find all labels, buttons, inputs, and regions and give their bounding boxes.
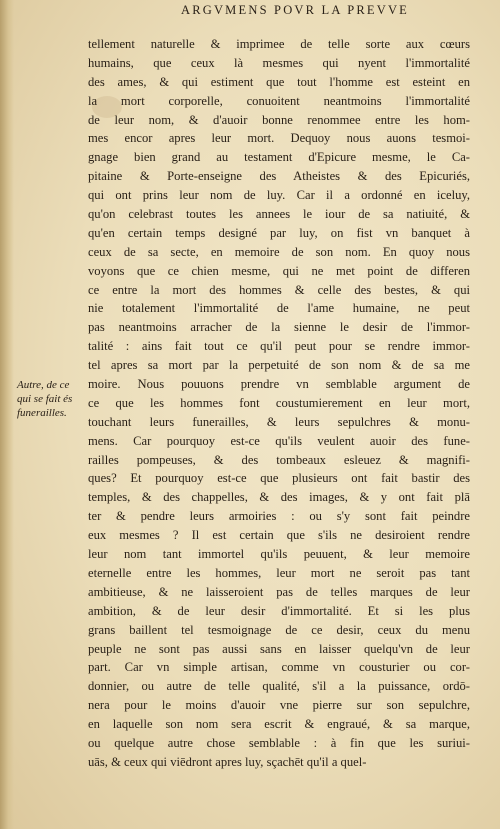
text-line: qui ont prins leur nom de luy. Car il a ordonné en iceluy,: [88, 188, 470, 203]
text-line: tellement naturelle & imprimee de telle sorte aux cœurs: [88, 37, 470, 51]
running-head: ARGVMENS POVR LA PREVVE: [180, 3, 410, 17]
text-line: voyons que ce chien mesme, qui ne met point de differen: [88, 263, 470, 278]
text-line: eternelle entre les hommes, leur mort ne seroit pas tant: [88, 565, 470, 580]
text-line: ter & pendre leurs armoiries : ou s'y sont fait peindre: [88, 509, 470, 524]
text-line: leur nom tant immortel qu'ils peuuent, & leur memoire: [88, 547, 470, 562]
text-line: tel apres sa mort par la perpetuité de son nom & de sa me: [88, 358, 470, 373]
marginal-note-line: funerailles.: [17, 407, 67, 419]
text-line: donnier, ou autre de telle qualité, s'il a la puissance, ordō-: [88, 679, 470, 694]
text-line: ambitieuse, & ne laisseroient pas de telles marques de leur: [88, 584, 470, 599]
page-gutter-shadow: [0, 0, 14, 829]
text-line: touchant leurs funerailles, & leurs sepulchres & monu-: [88, 414, 470, 429]
text-line: ce que les hommes font coustumierement en leur mort,: [88, 395, 470, 410]
text-line: eux mesmes ? Il est certain que s'ils ne desiroient rendre: [88, 528, 470, 543]
text-line: en laquelle son nom sera escrit & engraué, & sa marque,: [88, 717, 470, 732]
text-line: des ames, & qui estiment que tout l'homme est esteint en: [88, 74, 470, 89]
text-line: part. Car vn simple artisan, comme vn cousturier ou cor-: [88, 660, 470, 675]
text-line: moire. Nous pouuons prendre vn semblable argument de: [88, 377, 470, 392]
text-line: talité : ains fait tout ce qu'il peut pour se rendre immor-: [88, 339, 470, 354]
marginal-note-line: Autre, de ce: [17, 379, 70, 391]
text-line: pas neantmoins arracher de la sienne le desir de l'immor-: [88, 320, 470, 335]
body-text: [88, 35, 470, 772]
text-line: nie totalement l'immortalité de l'ame humaine, ne peut: [88, 301, 470, 316]
text-line: uās, & ceux qui viēdront apres luy, sçachēt qu'il a quel-: [88, 754, 367, 769]
text-line: ques? Et pourquoy est-ce que plusieurs ont fait bastir des: [88, 471, 470, 486]
text-line: nera pour le moins d'auoir vne pierre sur son sepulchre,: [88, 698, 470, 713]
text-line: ce entre la mort des hommes & celle des bestes, & qui: [88, 282, 470, 297]
marginal-note-line: qui se fait és: [17, 393, 73, 405]
text-line: ceux de sa secte, en memoire de son nom. En quoy nous: [88, 244, 470, 259]
text-line: railles pompeuses, & des tombeaux esleuez & magnifi-: [88, 452, 470, 467]
text-line: ambition, & de leur desir d'immortalité. Et si les plus: [88, 603, 470, 618]
text-line: ou quelque autre chose semblable : à fin que les suriui-: [88, 735, 470, 750]
text-line: mes encor apres leur mort. Dequoy nous auons tesmoi-: [88, 131, 470, 146]
marginal-note: [17, 378, 87, 420]
text-line: qu'en certain temps designé par luy, on fist vn banquet à: [88, 225, 470, 240]
text-line: la mort corporelle, conuoitent neantmoins l'immortalité: [88, 93, 470, 108]
text-line: peuple ne sont pas aussi sans en laisser quelqu'vn de leur: [88, 641, 470, 656]
text-line: gnage bien grand au testament d'Epicure mesme, le Ca-: [88, 150, 470, 165]
text-line: mens. Car pourquoy est-ce qu'ils veulent auoir des fune-: [88, 433, 470, 448]
text-line: pitaine & Porte-enseigne des Atheistes & des Epicuriés,: [88, 169, 470, 184]
text-line: qu'on celebrast toutes les annees le iour de sa natiuité, &: [88, 207, 470, 222]
text-line: temples, & des chappelles, & des images, & y ont fait plā: [88, 490, 470, 505]
text-line: grans baillent tel tesmoignage de ce desir, ceux du menu: [88, 622, 470, 637]
text-line: humains, que ceux là mesmes qui nyent l'immortalité: [88, 55, 470, 70]
text-line: de leur nom, & d'auoir bonne renommee entre les hom-: [88, 112, 470, 127]
